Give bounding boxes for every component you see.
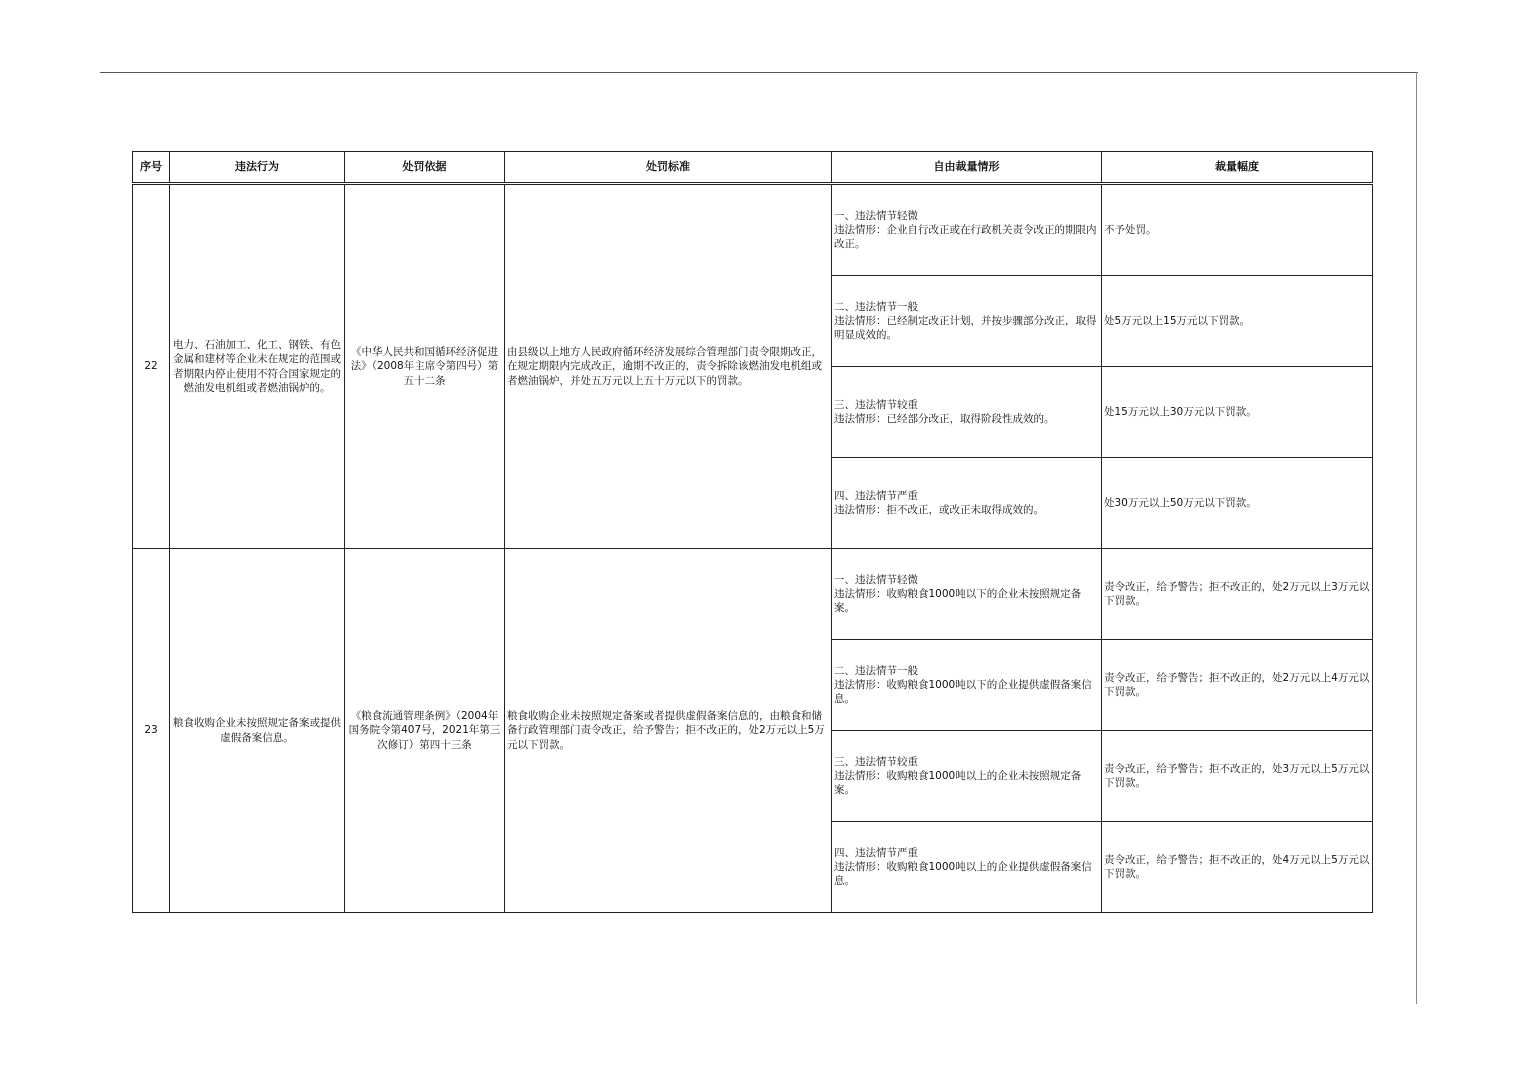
header-standard: 处罚标准 [505, 152, 832, 184]
standard-cell: 由县级以上地方人民政府循环经济发展综合管理部门责令限期改正，在规定期限内完成改正，逾期不改正的，责令拆除该燃油发电机组或者燃油锅炉，并处五万元以上五十万元以下的罚款。 [505, 184, 832, 549]
header-seq: 序号 [133, 152, 170, 184]
header-basis: 处罚依据 [345, 152, 505, 184]
level-label: 一、违法情节轻微 [834, 209, 918, 222]
range-cell: 不予处罚。 [1102, 184, 1373, 276]
situation-text: 违法情形：已经部分改正，取得阶段性成效的。 [834, 413, 1055, 425]
header-range: 裁量幅度 [1102, 152, 1373, 184]
discretion-table [132, 151, 1373, 913]
standard-cell: 粮食收购企业未按照规定备案或者提供虚假备案信息的，由粮食和储备行政管理部门责令改正，给予警告；拒不改正的，处2万元以上5万元以下罚款。 [505, 549, 832, 913]
header-situation: 自由裁量情形 [832, 152, 1102, 184]
basis-cell: 《中华人民共和国循环经济促进法》（2008年主席令第四号）第五十二条 [345, 184, 505, 549]
range-cell: 责令改正，给予警告；拒不改正的，处4万元以上5万元以下罚款。 [1102, 822, 1373, 913]
situation-text: 违法情形：已经制定改正计划，并按步骤部分改正，取得明显成效的。 [834, 314, 1097, 342]
situation-cell [832, 549, 1102, 640]
page-top-rule [100, 72, 1418, 73]
table-row [133, 549, 1373, 640]
level-label: 四、违法情节严重 [834, 846, 918, 859]
level-label: 三、违法情节较重 [834, 755, 918, 768]
level-label: 四、违法情节严重 [834, 489, 918, 502]
header-row [133, 152, 1373, 184]
range-cell: 处30万元以上50万元以下罚款。 [1102, 458, 1373, 549]
situation-cell [832, 276, 1102, 367]
situation-cell [832, 184, 1102, 276]
level-label: 三、违法情节较重 [834, 398, 918, 411]
situation-text: 违法情形：收购粮食1000吨以上的企业未按照规定备案。 [834, 769, 1082, 797]
range-cell: 责令改正，给予警告；拒不改正的，处2万元以上4万元以下罚款。 [1102, 640, 1373, 731]
situation-text: 违法情形：收购粮食1000吨以下的企业提供虚假备案信息。 [834, 678, 1092, 706]
basis-cell: 《粮食流通管理条例》（2004年国务院令第407号，2021年第三次修订）第四十三条 [345, 549, 505, 913]
table-row [133, 184, 1373, 276]
page-right-rule [1416, 72, 1417, 1004]
situation-cell [832, 640, 1102, 731]
situation-text: 违法情形：拒不改正，或改正未取得成效的。 [834, 504, 1044, 516]
seq-cell: 23 [133, 549, 170, 913]
seq-cell: 22 [133, 184, 170, 549]
violation-cell: 电力、石油加工、化工、钢铁、有色金属和建材等企业未在规定的范围或者期限内停止使用不符合国家规定的燃油发电机组或者燃油锅炉的。 [170, 184, 345, 549]
situation-text: 违法情形：收购粮食1000吨以上的企业提供虚假备案信息。 [834, 860, 1092, 888]
situation-text: 违法情形：企业自行改正或在行政机关责令改正的期限内改正。 [834, 223, 1097, 251]
range-cell: 处5万元以上15万元以下罚款。 [1102, 276, 1373, 367]
level-label: 二、违法情节一般 [834, 300, 918, 313]
range-cell: 处15万元以上30万元以下罚款。 [1102, 367, 1373, 458]
range-cell: 责令改正，给予警告；拒不改正的，处2万元以上3万元以下罚款。 [1102, 549, 1373, 640]
header-act: 违法行为 [170, 152, 345, 184]
situation-cell [832, 822, 1102, 913]
situation-cell [832, 458, 1102, 549]
range-cell: 责令改正，给予警告；拒不改正的，处3万元以上5万元以下罚款。 [1102, 731, 1373, 822]
level-label: 二、违法情节一般 [834, 664, 918, 677]
situation-cell [832, 731, 1102, 822]
situation-text: 违法情形：收购粮食1000吨以下的企业未按照规定备案。 [834, 587, 1082, 615]
situation-cell [832, 367, 1102, 458]
level-label: 一、违法情节轻微 [834, 573, 918, 586]
violation-cell: 粮食收购企业未按照规定备案或提供虚假备案信息。 [170, 549, 345, 913]
